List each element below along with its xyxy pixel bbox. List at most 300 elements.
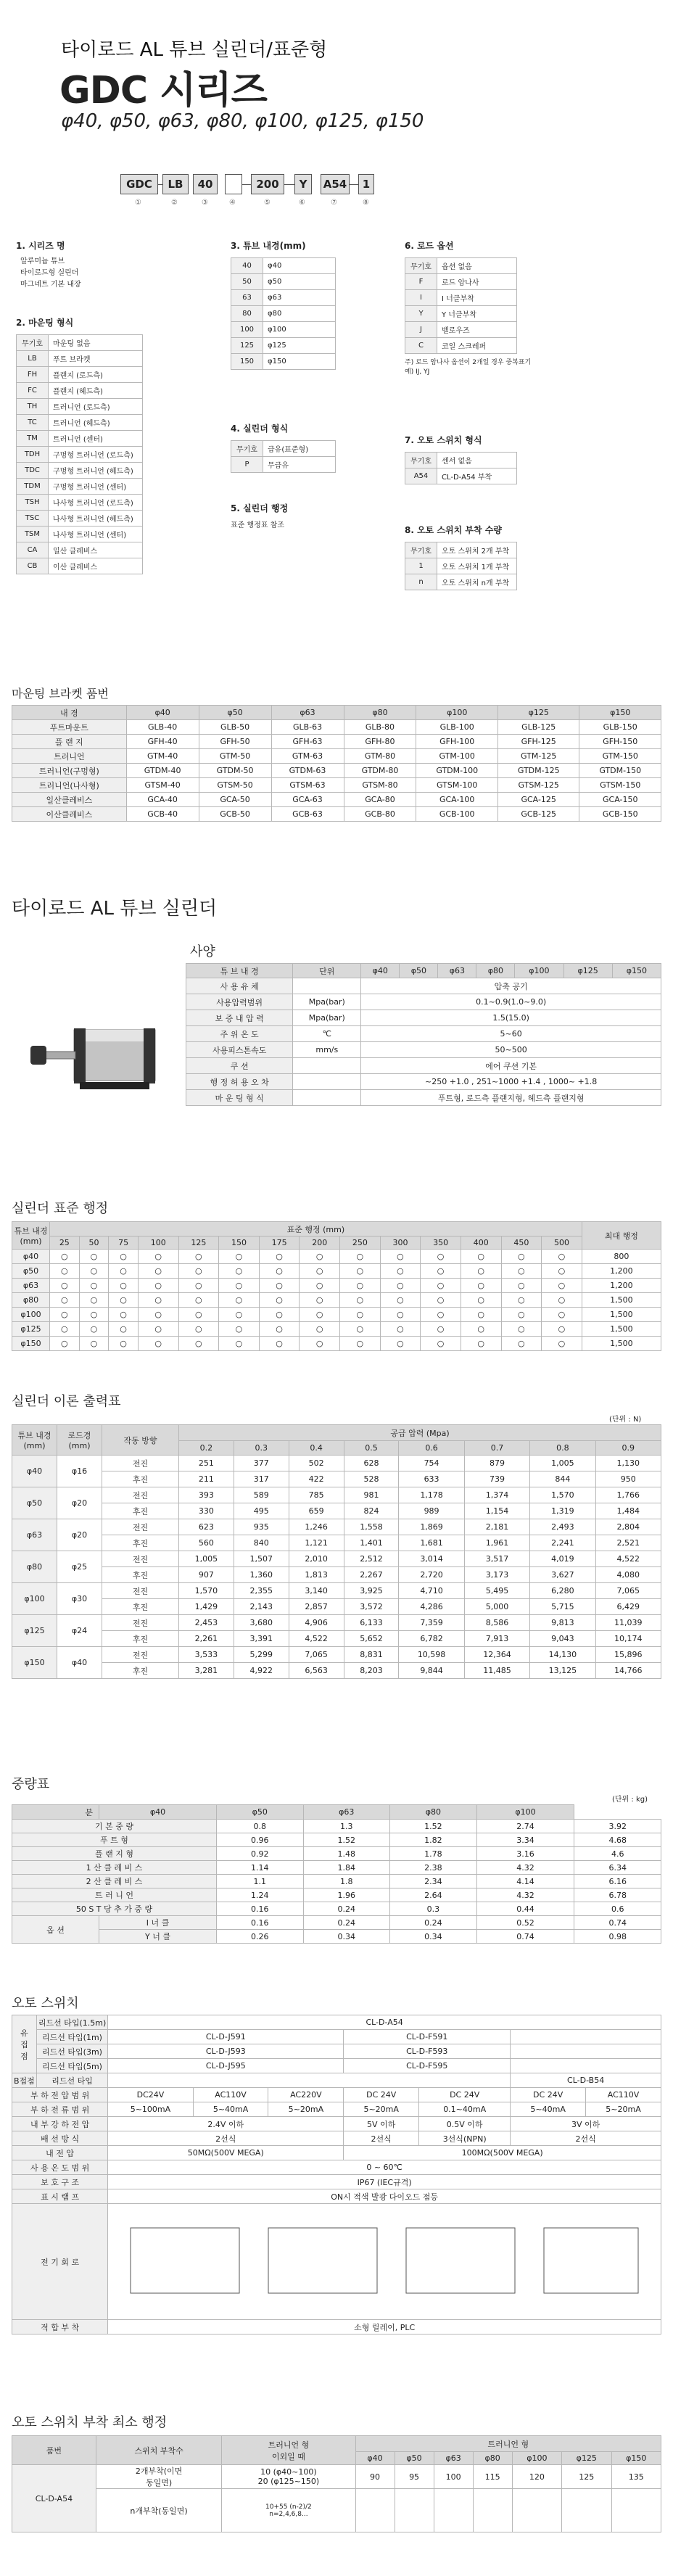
table-cell: 628	[344, 1456, 399, 1471]
table-cell: 4,522	[289, 1631, 344, 1647]
table-cell: ON시 적색 발광 다이오드 점등	[108, 2189, 661, 2204]
table-cell: GTSM-80	[344, 778, 416, 793]
table-row	[12, 1583, 661, 1599]
table-cell: 90	[355, 2465, 395, 2489]
table-cell	[434, 2489, 473, 2532]
table-cell: CL-D-B54	[511, 2073, 661, 2088]
table-cell: 트러니언(구멍형)	[12, 764, 127, 778]
table-cell: 유 접 점	[12, 2015, 37, 2073]
table-cell: 1,178	[399, 1487, 464, 1503]
table-cell: DC 24V	[511, 2088, 586, 2102]
table-cell: CL-D-F591	[344, 2030, 511, 2044]
table-cell: 트러니언	[12, 749, 127, 764]
table-cell: 75	[109, 1237, 139, 1250]
table-cell: φ80	[263, 306, 336, 322]
table-cell: 754	[399, 1456, 464, 1471]
table-row	[17, 511, 143, 527]
table-cell: 내 부 강 하 전 압	[12, 2117, 108, 2131]
table-cell: DC 24V	[419, 2088, 511, 2102]
table-cell: φ40	[12, 1456, 57, 1487]
table-cell: 플 랜 지	[12, 735, 127, 749]
table-cell: J	[405, 322, 437, 338]
table-cell: 1.82	[390, 1833, 477, 1847]
table-cell: 공급 압력 (Mpa)	[179, 1425, 661, 1441]
table-cell: ○	[340, 1322, 381, 1337]
table-cell: 스위치 부착수	[96, 2436, 221, 2465]
table-cell: 후진	[102, 1567, 179, 1583]
table-cell: 10 (φ40~100) 20 (φ125~150)	[222, 2465, 355, 2489]
table-cell: 전진	[102, 1583, 179, 1599]
table-cell: ○	[259, 1322, 300, 1337]
table-cell: ○	[219, 1250, 260, 1264]
table-row	[186, 1042, 661, 1058]
table-cell	[511, 2030, 661, 2044]
table-cell: ○	[109, 1250, 139, 1264]
table-cell: ○	[421, 1308, 461, 1322]
table-row	[186, 994, 661, 1010]
table-cell: 50MΩ(500V MEGA)	[108, 2146, 344, 2160]
table-row	[12, 1805, 661, 1820]
table-cell: 로드경 (mm)	[57, 1425, 102, 1456]
table-cell: GCB-40	[126, 807, 199, 822]
table-row	[12, 2131, 661, 2146]
table-cell: 0.8	[530, 1441, 595, 1456]
table-cell: ○	[380, 1293, 421, 1308]
table-cell: 0.52	[476, 1916, 574, 1930]
table-cell: φ150	[612, 964, 661, 978]
table-cell: φ40	[126, 706, 199, 720]
table-cell: 2,857	[289, 1599, 344, 1615]
table-cell: 2선식	[344, 2131, 419, 2146]
table-cell: ○	[178, 1337, 219, 1351]
table-cell: CL-D-J591	[108, 2030, 344, 2044]
table-cell: 보 증 내 압 력	[186, 1010, 293, 1026]
table-cell: 9,844	[399, 1663, 464, 1679]
table-cell: 리드선 타입(5m)	[36, 2059, 107, 2073]
table-cell: Mpa(bar)	[293, 994, 361, 1010]
table-row	[405, 322, 517, 338]
table-cell: ○	[178, 1279, 219, 1293]
table-cell: CL-D-F595	[344, 2059, 511, 2073]
table-cell: ○	[380, 1322, 421, 1337]
table-cell: 560	[179, 1535, 234, 1551]
table-cell: ○	[461, 1250, 501, 1264]
table-cell: 0.44	[476, 1902, 574, 1916]
table-cell: 1.1	[216, 1875, 303, 1888]
table-cell: φ150	[611, 2452, 661, 2465]
table-cell: 4,080	[595, 1567, 661, 1583]
table-cell: 10,598	[399, 1647, 464, 1663]
table-cell: 0.5V 이하	[419, 2117, 511, 2131]
table-cell: GLB-150	[579, 720, 661, 735]
table-cell: 528	[344, 1471, 399, 1487]
table-cell: φ100	[12, 1583, 57, 1615]
table-cell: 25	[50, 1237, 80, 1250]
bore-section: 3. 튜브 내경(mm) 40 φ40 50 φ50 63 φ63 80 φ80 100 φ100 125 φ125 150 φ150	[231, 239, 336, 370]
table-row	[17, 383, 143, 399]
table-cell: ○	[79, 1264, 109, 1279]
table-cell: ○	[542, 1337, 582, 1351]
table-cell: ○	[380, 1250, 421, 1264]
table-cell: ○	[501, 1337, 542, 1351]
table-cell: φ20	[57, 1519, 102, 1551]
table-cell: 무기호	[405, 258, 437, 274]
table-cell: 사용피스톤속도	[186, 1042, 293, 1058]
table-cell: ○	[461, 1264, 501, 1279]
table-cell: 배 선 방 식	[12, 2131, 108, 2146]
table-row	[12, 807, 661, 822]
table-cell: 플랜지 (로드측)	[49, 367, 143, 383]
table-cell: DC24V	[108, 2088, 193, 2102]
table-cell: GTSM-150	[579, 778, 661, 793]
table-cell: 3V 이하	[511, 2117, 661, 2131]
table-cell: GTDM-100	[416, 764, 498, 778]
table-cell: GFH-40	[126, 735, 199, 749]
table-cell: ○	[380, 1264, 421, 1279]
table-cell: ○	[79, 1337, 109, 1351]
table-cell: 2선식	[511, 2131, 661, 2146]
table-cell: 6,133	[344, 1615, 399, 1631]
table-cell: ○	[219, 1293, 260, 1308]
table-cell: ○	[300, 1293, 340, 1308]
table-cell: TDC	[17, 463, 49, 479]
table-cell: ○	[259, 1279, 300, 1293]
table-cell: GCA-100	[416, 793, 498, 807]
table-cell	[395, 2489, 434, 2532]
table-row	[12, 720, 661, 735]
table-cell: GCA-40	[126, 793, 199, 807]
table-cell: ○	[461, 1293, 501, 1308]
table-cell: 100	[138, 1237, 178, 1250]
table-cell: 트러니언(나사형)	[12, 778, 127, 793]
table-row	[12, 2320, 661, 2334]
table-cell: ○	[259, 1250, 300, 1264]
table-cell: φ20	[57, 1487, 102, 1519]
code-bore: 40	[193, 174, 218, 194]
table-cell: ○	[461, 1279, 501, 1293]
table-cell: 7,913	[464, 1631, 529, 1647]
table-cell: φ125	[12, 1615, 57, 1647]
table-cell: 옵 션	[12, 1916, 99, 1944]
table-row	[12, 1337, 661, 1351]
table-cell: ○	[542, 1322, 582, 1337]
table-cell: 1,766	[595, 1487, 661, 1503]
table-cell: ○	[380, 1279, 421, 1293]
table-cell: GTSM-125	[497, 778, 579, 793]
table-row	[12, 1322, 661, 1337]
table-cell: 6,429	[595, 1599, 661, 1615]
table-cell: 50	[231, 274, 263, 290]
series-name-section: 1. 시리즈 명 알루미늄 튜브 타이로드형 실린더 마그네트 기본 내장	[16, 241, 81, 289]
table-cell: 2,355	[234, 1583, 289, 1599]
table-cell: φ40	[57, 1647, 102, 1679]
table-cell: 6,782	[399, 1631, 464, 1647]
table-cell: φ80	[12, 1551, 57, 1583]
table-cell: GCB-80	[344, 807, 416, 822]
table-cell: 3.16	[476, 1847, 574, 1861]
table-cell: 1,500	[582, 1322, 661, 1337]
table-row	[231, 354, 336, 370]
switch-title: 오토 스위치	[12, 1996, 79, 2011]
force-title: 실린더 이론 출력표	[12, 1394, 121, 1409]
table-cell: 125	[231, 338, 263, 354]
table-cell: GCB-63	[271, 807, 344, 822]
table-row	[12, 2436, 661, 2452]
table-row	[17, 495, 143, 511]
series-subtitle: 타이로드 AL 튜브 실린더/표준형	[61, 39, 328, 61]
table-row	[17, 479, 143, 495]
table-cell: 전진	[102, 1487, 179, 1503]
table-cell: 95	[395, 2465, 434, 2489]
table-cell: 824	[344, 1503, 399, 1519]
table-cell: mm/s	[293, 1042, 361, 1058]
table-cell: ○	[340, 1279, 381, 1293]
table-cell: GLB-125	[497, 720, 579, 735]
table-cell: 1 산 클 레 비 스	[12, 1861, 217, 1875]
table-cell: GLB-40	[126, 720, 199, 735]
table-row	[12, 1308, 661, 1322]
table-cell: 589	[234, 1487, 289, 1503]
table-cell: FH	[17, 367, 49, 383]
table-cell: 5~40mA	[193, 2102, 268, 2117]
table-cell: 전진	[102, 1647, 179, 1663]
table-cell: 후진	[102, 1535, 179, 1551]
code-numbers: ① ② ③ ④ ⑤ ⑥ ⑦ ⑧	[135, 199, 369, 207]
table-cell: 플 랜 지 형	[12, 1847, 217, 1861]
table-cell: 0.98	[574, 1930, 661, 1944]
table-cell: 1,961	[464, 1535, 529, 1551]
table-cell: GFH-80	[344, 735, 416, 749]
table-cell	[562, 2489, 611, 2532]
table-cell: 2,453	[179, 1615, 234, 1631]
table-row	[17, 463, 143, 479]
table-row	[17, 351, 143, 367]
table-cell: 0.6	[399, 1441, 464, 1456]
table-cell: φ50	[199, 706, 271, 720]
circuit-diagram	[108, 2204, 661, 2320]
series-title: GDC 시리즈	[59, 69, 267, 112]
table-cell: ○	[138, 1337, 178, 1351]
table-cell: 적 합 부 착	[12, 2320, 108, 2334]
table-cell: 2,143	[234, 1599, 289, 1615]
table-cell: 전진	[102, 1615, 179, 1631]
table-cell: 전진	[102, 1519, 179, 1535]
table-row	[12, 2160, 661, 2175]
table-cell: φ80	[473, 2452, 512, 2465]
table-cell: 100	[231, 322, 263, 338]
table-cell: 트러니언 (로드측)	[49, 399, 143, 415]
table-cell: 단위	[293, 964, 361, 978]
table-row	[12, 1615, 661, 1631]
table-cell	[293, 978, 361, 994]
table-cell: ○	[109, 1293, 139, 1308]
table-cell: CL-D-A54	[12, 2465, 96, 2532]
table-cell: 5,000	[464, 1599, 529, 1615]
table-cell: 기 본 중 량	[12, 1820, 217, 1833]
table-cell: GTDM-150	[579, 764, 661, 778]
table-row	[231, 258, 336, 274]
table-cell: 14,766	[595, 1663, 661, 1679]
table-cell: GCA-150	[579, 793, 661, 807]
table-cell: GCA-125	[497, 793, 579, 807]
table-cell: 8,586	[464, 1615, 529, 1631]
table-cell: 0.24	[303, 1916, 390, 1930]
table-row	[12, 2088, 661, 2102]
table-cell: φ50	[216, 1805, 303, 1820]
table-cell: GTDM-125	[497, 764, 579, 778]
table-cell: φ63	[12, 1519, 57, 1551]
table-cell: 푸 트 형	[12, 1833, 217, 1847]
table-cell: ○	[109, 1337, 139, 1351]
table-cell: 840	[234, 1535, 289, 1551]
table-cell: 135	[611, 2465, 661, 2489]
table-cell: 사용압력범위	[186, 994, 293, 1010]
table-cell: GTDM-80	[344, 764, 416, 778]
table-cell: φ100	[515, 964, 563, 978]
table-cell: TM	[17, 431, 49, 447]
table-cell: 마운팅 없음	[49, 335, 143, 351]
table-row	[12, 1663, 661, 1679]
table-row	[12, 1487, 661, 1503]
table-cell: ~250 +1.0 , 251~1000 +1.4 , 1000~ +1.8	[361, 1074, 661, 1090]
table-cell: 무기호	[405, 542, 437, 558]
table-row	[231, 290, 336, 306]
table-cell: φ50	[395, 2452, 434, 2465]
table-cell: 1.24	[216, 1888, 303, 1902]
table-cell: 4.6	[574, 1847, 661, 1861]
rod-option-section: 6. 로드 옵션 무기호 옵션 없음 F 로드 암나사 I I 너클부착 Y Y 너클부착 J 벨로우즈 C 코일 스크레퍼 주) 로드 암나사 옵션이 2개일 경우 중복표기 예) IJ, YJ	[405, 241, 532, 376]
table-cell: GFH-50	[199, 735, 271, 749]
table-cell: 트러니언 (헤드측)	[49, 415, 143, 431]
table-row	[12, 793, 661, 807]
table-cell: 2,181	[464, 1519, 529, 1535]
table-cell: 5,652	[344, 1631, 399, 1647]
table-cell	[512, 2489, 561, 2532]
weight-title: 중량표	[12, 1777, 50, 1792]
table-cell: 7,359	[399, 1615, 464, 1631]
code-series: GDC	[120, 174, 158, 194]
table-cell: P	[231, 457, 263, 473]
table-cell: 1,200	[582, 1264, 661, 1279]
table-cell: GLB-100	[416, 720, 498, 735]
table-cell: φ80	[390, 1805, 477, 1820]
table-cell: I	[405, 290, 437, 306]
table-cell: 1.14	[216, 1861, 303, 1875]
table-cell: ○	[50, 1250, 80, 1264]
table-cell: 행 정 허 용 오 차	[186, 1074, 293, 1090]
table-row	[231, 274, 336, 290]
table-cell: φ63	[434, 2452, 473, 2465]
table-cell: ○	[300, 1279, 340, 1293]
table-cell: 0.16	[216, 1902, 303, 1916]
table-cell: 350	[421, 1237, 461, 1250]
table-cell: φ30	[57, 1583, 102, 1615]
table-cell: 6.34	[574, 1861, 661, 1875]
table-cell: ○	[138, 1322, 178, 1337]
table-cell: 4.32	[476, 1888, 574, 1902]
table-cell: AC110V	[193, 2088, 268, 2102]
table-row	[186, 1010, 661, 1026]
table-cell: TDH	[17, 447, 49, 463]
switch-qty-section: 8. 오토 스위치 부착 수량 무기호 오토 스위치 2개 부착 1 오토 스위치 1개 부착 n 오토 스위치 n개 부착	[405, 524, 517, 590]
table-cell: 2.38	[390, 1861, 477, 1875]
table-row	[12, 2189, 661, 2204]
table-row	[405, 258, 517, 274]
table-row	[12, 1902, 661, 1916]
table-cell: ○	[178, 1250, 219, 1264]
table-row	[12, 2175, 661, 2189]
table-cell: 12,364	[464, 1647, 529, 1663]
table-row	[405, 290, 517, 306]
table-cell: 4.68	[574, 1833, 661, 1847]
table-row	[12, 1567, 661, 1583]
table-cell: 1.52	[303, 1833, 390, 1847]
table-row	[12, 1631, 661, 1647]
table-cell: 0.96	[216, 1833, 303, 1847]
table-cell: φ40	[12, 1250, 50, 1264]
table-cell: 1.3	[303, 1820, 390, 1833]
table-cell: φ100	[512, 2452, 561, 2465]
table-cell: 0.5	[344, 1441, 399, 1456]
table-cell: 0.92	[216, 1847, 303, 1861]
table-cell: ○	[542, 1293, 582, 1308]
table-cell: 150	[231, 354, 263, 370]
table-cell: ○	[542, 1264, 582, 1279]
table-cell: ○	[138, 1293, 178, 1308]
table-row	[12, 2030, 661, 2044]
table-cell: 오토 스위치 2개 부착	[437, 542, 517, 558]
table-cell: 6.78	[574, 1888, 661, 1902]
code-mount: LB	[162, 174, 189, 194]
table-row	[405, 574, 517, 590]
table-cell: LB	[17, 351, 49, 367]
table-row	[12, 2489, 661, 2532]
table-cell: GCA-63	[271, 793, 344, 807]
table-cell: 이산 클레비스	[49, 558, 143, 574]
table-cell: 659	[289, 1503, 344, 1519]
bore-list: φ40, φ50, φ63, φ80, φ100, φ125, φ150	[61, 110, 424, 132]
table-cell: ○	[50, 1322, 80, 1337]
table-cell: 935	[234, 1519, 289, 1535]
table-cell: 63	[231, 290, 263, 306]
table-cell: 6,280	[530, 1583, 595, 1599]
table-cell: 벨로우즈	[437, 322, 517, 338]
table-cell: GTDM-40	[126, 764, 199, 778]
table-cell: 일산 클레비스	[49, 542, 143, 558]
table-cell: ○	[219, 1337, 260, 1351]
table-cell: 4.32	[476, 1861, 574, 1875]
table-cell: ○	[50, 1337, 80, 1351]
table-cell: 푸트형, 로드측 플랜지형, 헤드측 플랜지형	[361, 1090, 661, 1106]
table-cell: φ125	[497, 706, 579, 720]
weight-table	[12, 1804, 661, 1944]
switch-type-table	[405, 452, 517, 484]
bracket-title: 마운팅 브라켓 품번	[12, 687, 109, 701]
section-title: 타이로드 AL 튜브 실린더	[12, 898, 218, 920]
table-row	[12, 1647, 661, 1663]
table-cell: GFH-150	[579, 735, 661, 749]
table-row	[17, 431, 143, 447]
table-cell: 115	[473, 2465, 512, 2489]
minstroke-table	[12, 2435, 661, 2532]
table-cell: 무급유	[263, 457, 336, 473]
table-cell: φ50	[12, 1487, 57, 1519]
table-cell: GCB-150	[579, 807, 661, 822]
table-cell: φ63	[271, 706, 344, 720]
table-cell: φ150	[263, 354, 336, 370]
table-cell: n	[405, 574, 437, 590]
table-cell: 2,241	[530, 1535, 595, 1551]
